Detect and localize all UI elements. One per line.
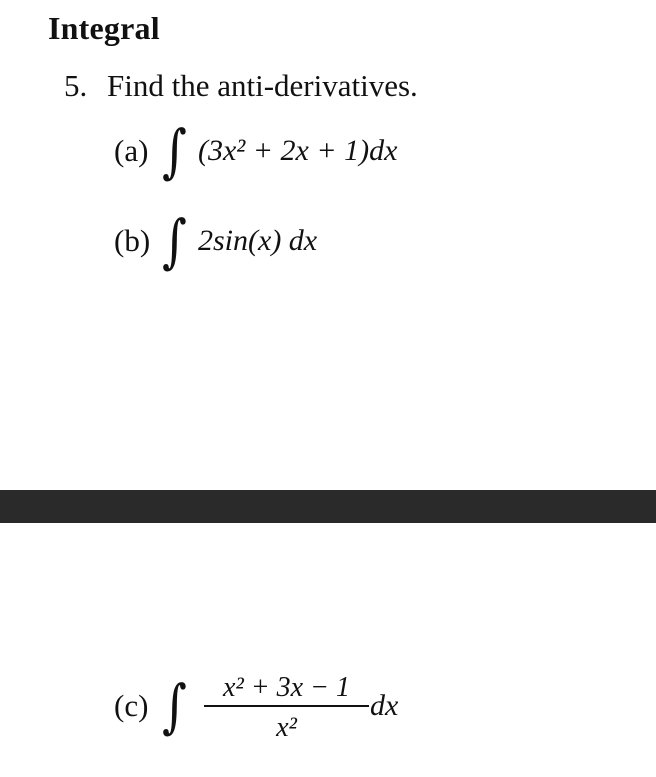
part-label-c: (c) (114, 688, 149, 723)
question-prompt-line (64, 66, 418, 106)
integrand-b: 2sin(x) dx (198, 224, 318, 257)
integrand-a: (3x² + 2x + 1)dx (198, 134, 398, 167)
fraction-expression (204, 671, 369, 747)
integral-icon-c: ∫ (162, 672, 187, 740)
problem-part-b (114, 201, 634, 281)
question-prompt: Find the anti-derivatives. (107, 68, 418, 103)
part-label-b: (b) (114, 223, 151, 258)
problem-part-a (114, 111, 634, 191)
part-label-a: (a) (114, 133, 149, 168)
differential-c: dx (370, 689, 399, 722)
section-heading: Integral (48, 10, 160, 46)
fraction-bar (204, 705, 369, 707)
fraction-numerator: x² + 3x − 1 (222, 672, 351, 703)
integral-icon-a: ∫ (162, 117, 187, 185)
question-number: 5. (64, 68, 88, 103)
problem-part-c (114, 666, 634, 746)
page-divider-bar (0, 490, 656, 523)
fraction-denominator: x² (276, 712, 297, 743)
integral-icon-b: ∫ (162, 207, 187, 275)
